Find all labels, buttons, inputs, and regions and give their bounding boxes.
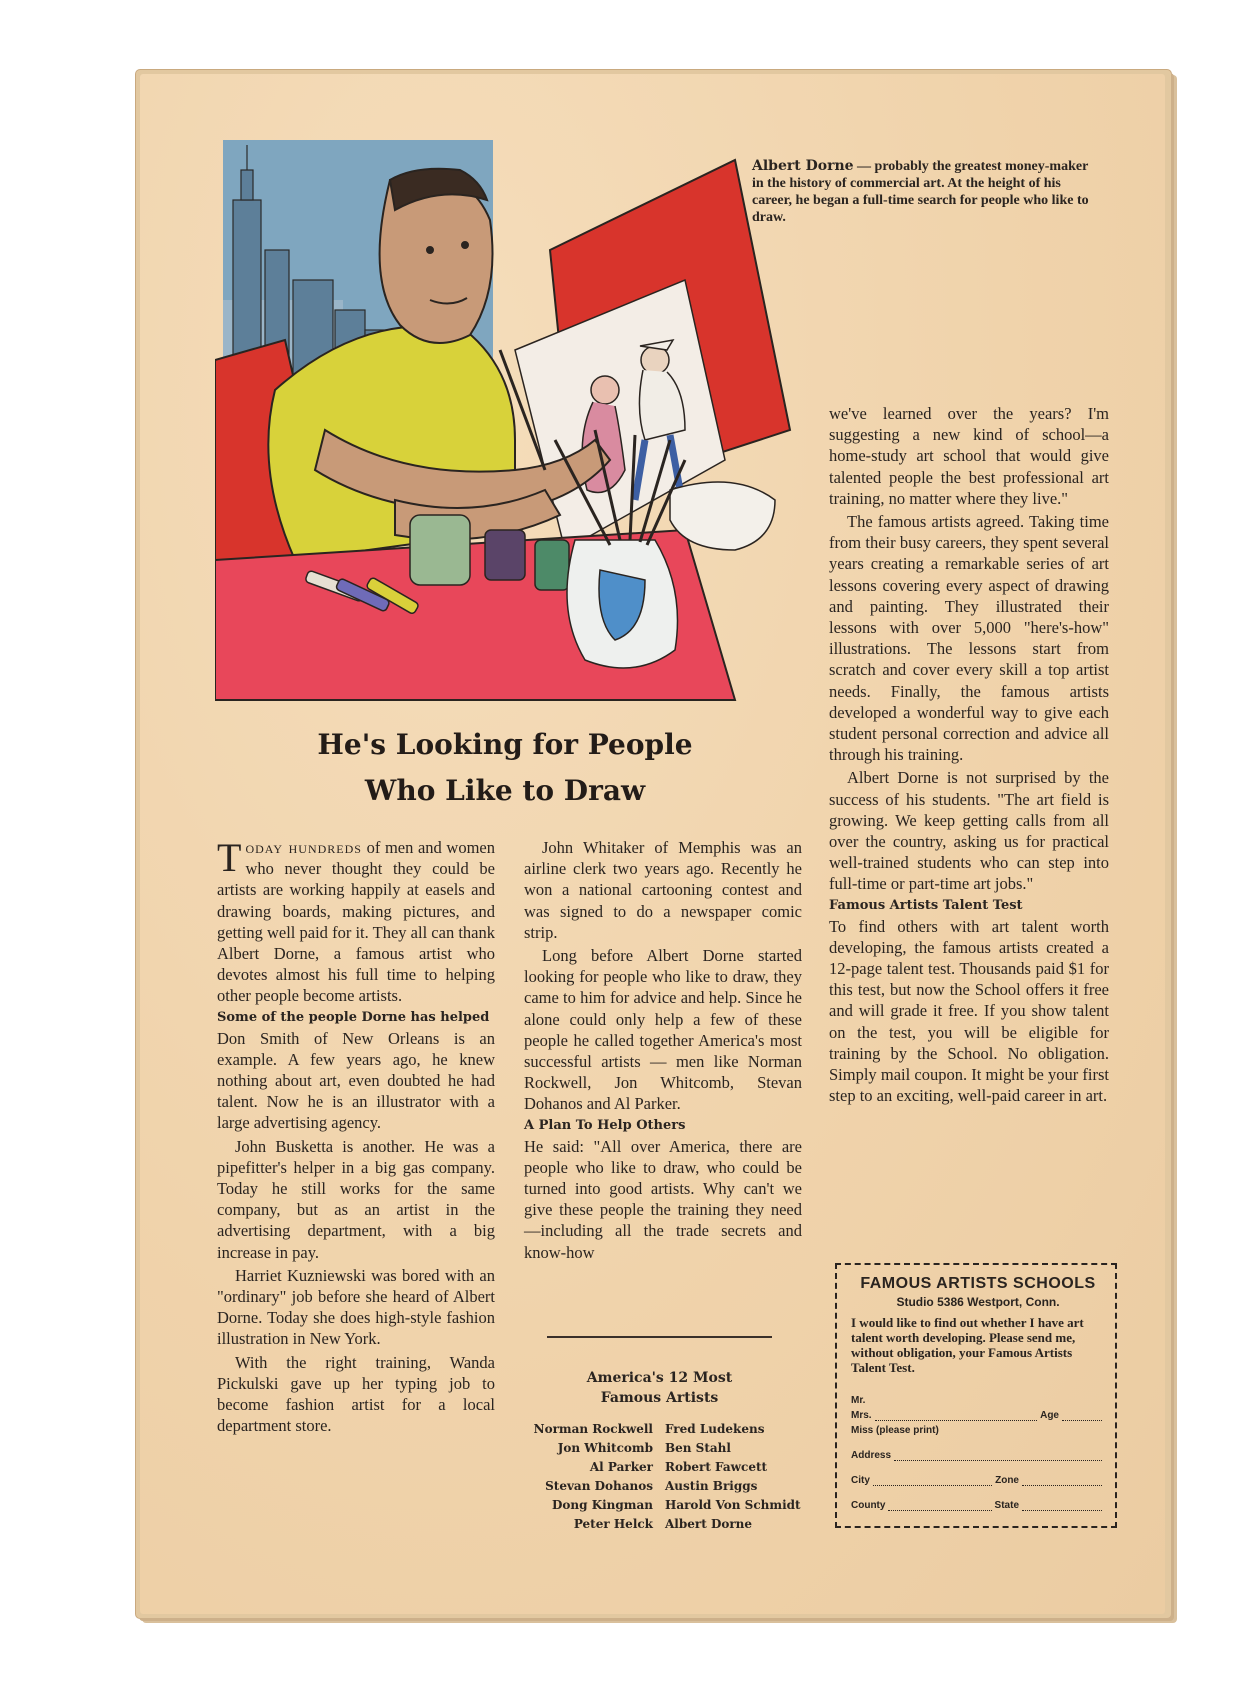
- artist-name: Robert Fawcett: [665, 1460, 768, 1474]
- coupon-studio: Studio 5386 Westport, Conn.: [896, 1295, 1060, 1309]
- artist-name: Albert Dorne: [665, 1517, 753, 1531]
- label-mr: Mr.: [851, 1395, 866, 1406]
- divider-rule: [547, 1336, 772, 1338]
- field-county-state[interactable]: [851, 1500, 1105, 1511]
- artist-row: [515, 1439, 815, 1458]
- field-miss[interactable]: [851, 1425, 1105, 1436]
- caption-name: Albert Dorne: [752, 158, 854, 174]
- address-line[interactable]: [894, 1450, 1102, 1461]
- artist-name: Al Parker: [589, 1460, 653, 1474]
- label-zone: Zone: [995, 1475, 1019, 1486]
- coupon-fields: [851, 1395, 1105, 1511]
- paragraph: John Whitaker of Memphis was an airline clerk two years ago. Recently he won a national cartooning contest and was signed to do a newspaper comic strip.: [524, 838, 802, 942]
- paragraph: Long before Albert Dorne started looking for people who like to draw, they came to him for advice and help. Since he alone could only help a few of these people he called together America's most successful artists — men like Norman Rockwell, Jon Whitcomb, Stevan Dohanos and Al Parker.: [524, 946, 802, 1114]
- subhead-talent-test: Famous Artists Talent Test: [829, 897, 1023, 913]
- artist-name: Austin Briggs: [665, 1479, 758, 1493]
- state-line[interactable]: [1022, 1500, 1102, 1511]
- article-column-3: [829, 403, 1109, 1109]
- artist-row: [515, 1420, 815, 1439]
- subhead-people-helped: Some of the people Dorne has helped: [217, 1009, 490, 1025]
- label-age: Age: [1040, 1410, 1059, 1421]
- coupon-title: FAMOUS ARTISTS SCHOOLS: [860, 1275, 1096, 1292]
- name-line[interactable]: [875, 1410, 1038, 1421]
- artist-row: [515, 1496, 815, 1515]
- artist-name: Harold Von Schmidt: [665, 1498, 801, 1512]
- artist-name: Ben Stahl: [665, 1441, 731, 1455]
- famous-artists-title: [547, 1368, 772, 1408]
- caption-text: — probably the greatest money-maker in the history of commercial art. At the height of his career, he began a full-time search for people who like to draw.: [752, 159, 1089, 225]
- headline-line2: Who Like to Draw: [364, 774, 646, 807]
- paragraph: Harriet Kuzniewski was bored with an "ordinary" job before she heard of Albert Dorne. Today she does high-style fashion illustration in New York.: [217, 1265, 495, 1349]
- artist-name: Fred Ludekens: [665, 1422, 765, 1436]
- artist-name: Stevan Dohanos: [545, 1479, 653, 1493]
- artist-row: [515, 1458, 815, 1477]
- field-address[interactable]: [851, 1450, 1105, 1461]
- city-line[interactable]: [873, 1475, 992, 1486]
- paragraph: John Busketta is another. He was a pipefitter's helper in a big gas company. Today he still works for the same company, but as an artist in the advertising department, with a big increase in pay.: [217, 1136, 495, 1262]
- label-county: County: [851, 1500, 886, 1511]
- paragraph: With the right training, Wanda Pickulski gave up her typing job to become fashion artist for a local department store.: [217, 1352, 495, 1436]
- artist-illustration: [215, 140, 795, 720]
- artist-row: [515, 1515, 815, 1534]
- artist-row: [515, 1477, 815, 1496]
- field-mr[interactable]: [851, 1395, 1105, 1406]
- county-line[interactable]: [888, 1500, 991, 1511]
- field-mrs-age[interactable]: [851, 1410, 1105, 1421]
- article-column-2: [524, 837, 802, 1265]
- age-line[interactable]: [1062, 1410, 1102, 1421]
- paragraph: He said: "All over America, there are people who like to draw, who could be turned into good artists. Why can't we give these people the training they need—including all the trade secrets and know-how: [524, 1136, 802, 1262]
- label-miss: Miss (please print): [851, 1425, 939, 1436]
- artist-name: Jon Whitcomb: [557, 1441, 653, 1455]
- label-city: City: [851, 1475, 870, 1486]
- lead-smallcaps: oday hundreds: [245, 838, 362, 857]
- lead-rest: of men and women who never thought they could be artists are working happily at easels and drawing boards, making pictures, and getting well paid for it. They all can thank Albert Dorne, a famous artist who devotes almost his full time to helping other people become artists.: [217, 838, 495, 1006]
- article-column-1: [217, 837, 495, 1438]
- famous-title-line1: America's 12 Most: [586, 1370, 733, 1386]
- paragraph: To find others with art talent worth developing, the famous artists created a 12-page talent test. Thousands paid $1 for this test, but now the School offers it free and will grade it free. If you show talent on the test, you will be eligible for training by the School. No obligation. Simply mail coupon. It might be your first step to an exciting, well-paid career in art.: [829, 916, 1109, 1106]
- mail-coupon[interactable]: [835, 1263, 1117, 1528]
- artist-name: Norman Rockwell: [533, 1422, 653, 1436]
- paragraph: Don Smith of New Orleans is an example. A few years ago, he knew nothing about art, even doubted he had talent. Now he is an illustrator with a large advertising agency.: [217, 1028, 495, 1133]
- paragraph: The famous artists agreed. Taking time from their busy careers, they spent several years creating a remarkable series of art lessons covering every aspect of drawing and painting. They illustrated their lessons with over 5,000 "here's-how" illustrations. The lessons start from scratch and cover every skill a top artist needs. Finally, the famous artists developed a wonderful way to give each student personal correction and advice all through his training.: [829, 512, 1109, 765]
- label-address: Address: [851, 1450, 892, 1461]
- paragraph: we've learned over the years? I'm suggesting a new kind of school—a home-study art school that would give talented people the best professional art training, no matter where they live.": [829, 404, 1109, 508]
- headline-line1: He's Looking for People: [317, 728, 693, 761]
- label-state: State: [994, 1500, 1019, 1511]
- field-city-zone[interactable]: [851, 1475, 1105, 1486]
- illustration-caption: [752, 158, 1092, 226]
- artist-name: Peter Helck: [573, 1517, 653, 1531]
- zone-line[interactable]: [1022, 1475, 1102, 1486]
- famous-artists-list: [515, 1420, 815, 1534]
- headline: [215, 722, 795, 814]
- paragraph: Albert Dorne is not surprised by the success of his students. "The art field is growing. We keep getting calls from all over the country, asking us for practical well-trained students who can step into full-time or part-time art jobs.": [829, 768, 1109, 894]
- label-mrs: Mrs.: [851, 1410, 872, 1421]
- coupon-body: I would like to find out whether I have art talent worth developing. Please send me, without obligation, your Famous Artists Talent Test.: [851, 1315, 1084, 1375]
- drop-cap: T: [217, 835, 242, 880]
- subhead-plan: A Plan To Help Others: [524, 1117, 686, 1133]
- artist-name: Dong Kingman: [551, 1498, 653, 1512]
- paragraph: [217, 837, 495, 1007]
- famous-title-line2: Famous Artists: [600, 1390, 719, 1406]
